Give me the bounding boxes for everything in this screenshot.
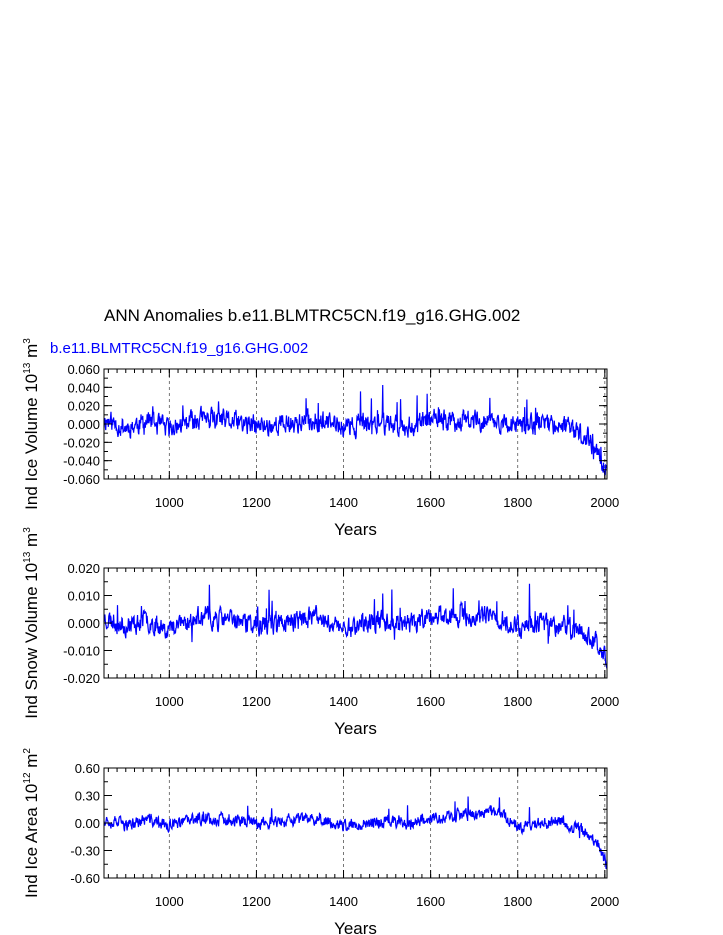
x-tick-label: 1400: [329, 694, 358, 709]
x-tick-label: 1000: [154, 495, 184, 510]
y-tick-label: 0.000: [67, 616, 100, 631]
y-tick-label: -0.060: [63, 472, 100, 487]
y-tick-label: 0.020: [67, 398, 100, 414]
y-tick-label: 0.60: [74, 761, 100, 776]
y-tick-label: -0.040: [63, 453, 100, 469]
x-axis-title: Years: [334, 520, 377, 539]
main-title: ANN Anomalies b.e11.BLMTRC5CN.f19_g16.GHG.002: [104, 306, 521, 325]
y-axis-title: Ind Snow Volume $10^{13}$ $m^3$: [22, 527, 41, 719]
series-line: [104, 385, 607, 475]
y-tick-label: 0.020: [67, 561, 100, 576]
panels: [22, 338, 619, 935]
x-tick-label: 1600: [416, 694, 446, 709]
y-tick-label: 0.040: [67, 380, 100, 396]
x-tick-label: 1800: [503, 894, 533, 909]
x-axis-title: Years: [334, 719, 377, 738]
y-tick-label: -0.020: [63, 671, 100, 686]
x-tick-label: 1400: [329, 495, 358, 510]
y-axis-title: Ind Ice Area $10^{12}$ $m^2$: [22, 748, 41, 898]
case-label: b.e11.BLMTRC5CN.f19_g16.GHG.002: [50, 340, 309, 357]
y-tick-label: -0.020: [63, 435, 100, 451]
y-tick-label: 0.00: [74, 816, 100, 831]
x-tick-label: 1200: [241, 894, 271, 909]
x-tick-label: 1000: [154, 694, 184, 709]
series-line: [104, 797, 607, 869]
series-line: [104, 584, 607, 667]
x-tick-label: 1600: [416, 894, 446, 909]
y-axis-title: Ind Ice Volume $10^{13}$ $m^3$: [22, 338, 41, 510]
x-tick-label: 1600: [416, 495, 446, 510]
x-tick-label: 1400: [329, 894, 358, 909]
x-tick-label: 1800: [503, 694, 533, 709]
x-tick-label: 2000: [590, 495, 620, 510]
panel-3: [22, 748, 619, 935]
y-tick-label: -0.010: [63, 643, 100, 659]
panel-2: [22, 527, 619, 738]
x-tick-label: 2000: [590, 894, 620, 909]
y-tick-label: 0.30: [74, 788, 100, 804]
x-tick-label: 1000: [154, 894, 184, 909]
y-tick-label: 0.000: [67, 417, 100, 432]
x-tick-label: 1200: [241, 694, 271, 709]
panel-1: [22, 338, 619, 539]
x-tick-label: 1200: [241, 495, 271, 510]
x-tick-label: 2000: [590, 694, 620, 709]
y-tick-label: -0.60: [70, 871, 100, 886]
x-tick-label: 1800: [503, 495, 533, 510]
y-tick-label: 0.060: [67, 362, 100, 377]
y-tick-label: -0.30: [70, 843, 100, 859]
y-tick-label: 0.010: [67, 588, 100, 604]
x-axis-title: Years: [334, 919, 377, 935]
